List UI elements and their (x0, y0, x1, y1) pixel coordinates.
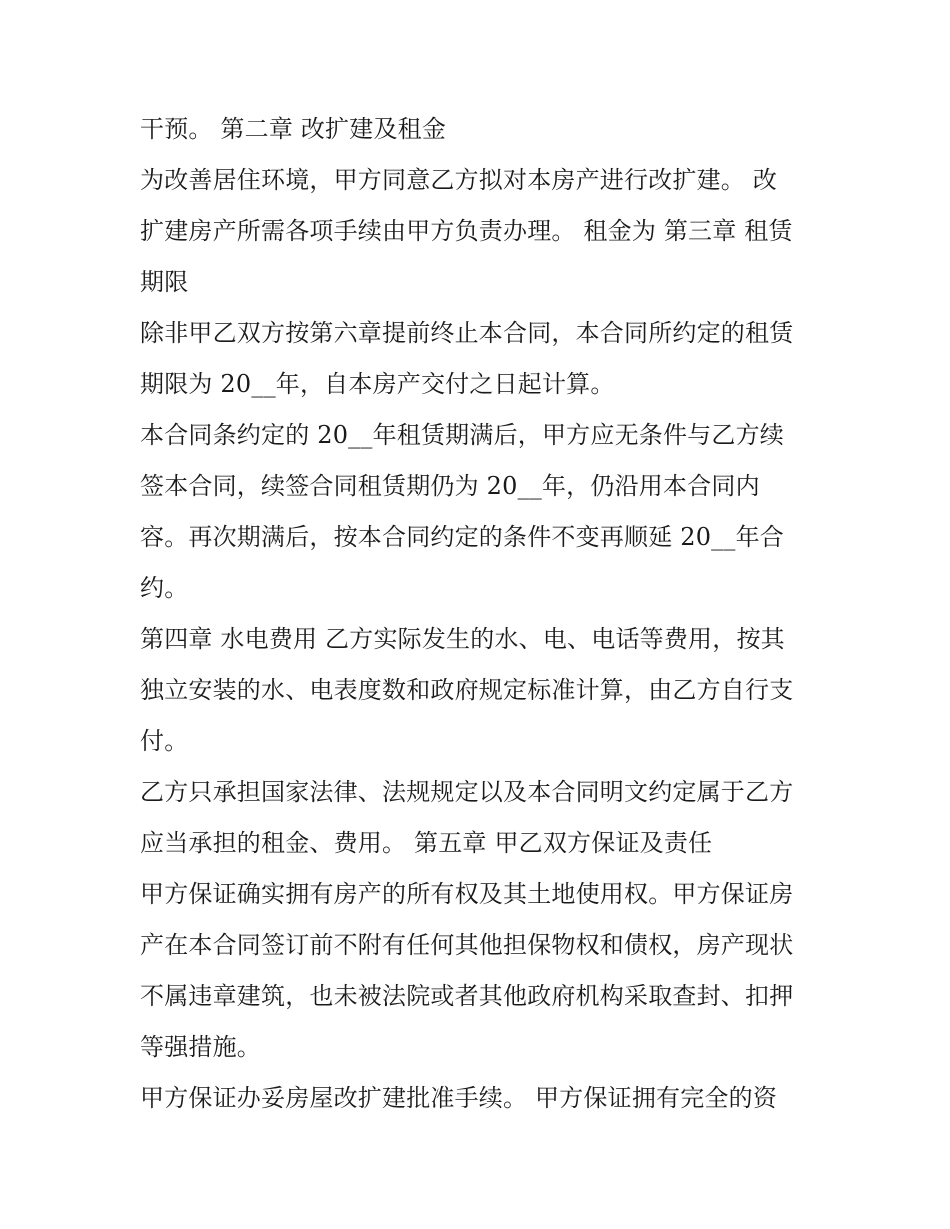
text-line: 产在本合同签订前不附有任何其他担保物权和债权，房产现状 (140, 931, 794, 959)
text-line: 期限为 20__年，自本房产交付之日起计算。 (140, 370, 615, 398)
text-line: 约。 (140, 574, 189, 602)
text-line: 等强措施。 (140, 1033, 261, 1061)
text-line: 为改善居住环境，甲方同意乙方拟对本房产进行改扩建。 改 (140, 166, 778, 194)
text-line: 不属违章建筑，也未被法院或者其他政府机构采取查封、扣押 (140, 982, 794, 1010)
document-page (140, 104, 820, 1124)
text-line: 甲方保证确实拥有房产的所有权及其土地使用权。甲方保证房 (140, 880, 794, 908)
text-line: 应当承担的租金、费用。 第五章 甲乙双方保证及责任 (140, 829, 713, 857)
text-line: 干预。 第二章 改扩建及租金 (140, 115, 447, 143)
text-line: 本合同条约定的 20__年租赁期满后，甲方应无条件与乙方续 (140, 421, 784, 449)
text-line: 签本合同，续签合同租赁期仍为 20__年，仍沿用本合同内 (140, 472, 760, 500)
text-line: 扩建房产所需各项手续由甲方负责办理。 租金为 第三章 租赁 (140, 217, 793, 245)
text-line: 甲方保证办妥房屋改扩建批准手续。 甲方保证拥有完全的资 (140, 1084, 778, 1112)
text-line: 乙方只承担国家法律、法规规定以及本合同明文约定属于乙方 (140, 778, 794, 806)
text-line: 期限 (140, 268, 189, 296)
text-line: 付。 (140, 727, 189, 755)
text-line: 除非甲乙双方按第六章提前终止本合同，本合同所约定的租赁 (140, 319, 794, 347)
text-line: 第四章 水电费用 乙方实际发生的水、电、电话等费用，按其 (140, 625, 785, 653)
text-line: 容。再次期满后，按本合同约定的条件不变再顺延 20__年合 (140, 523, 784, 551)
text-line: 独立安装的水、电表度数和政府规定标准计算，由乙方自行支 (140, 676, 794, 704)
